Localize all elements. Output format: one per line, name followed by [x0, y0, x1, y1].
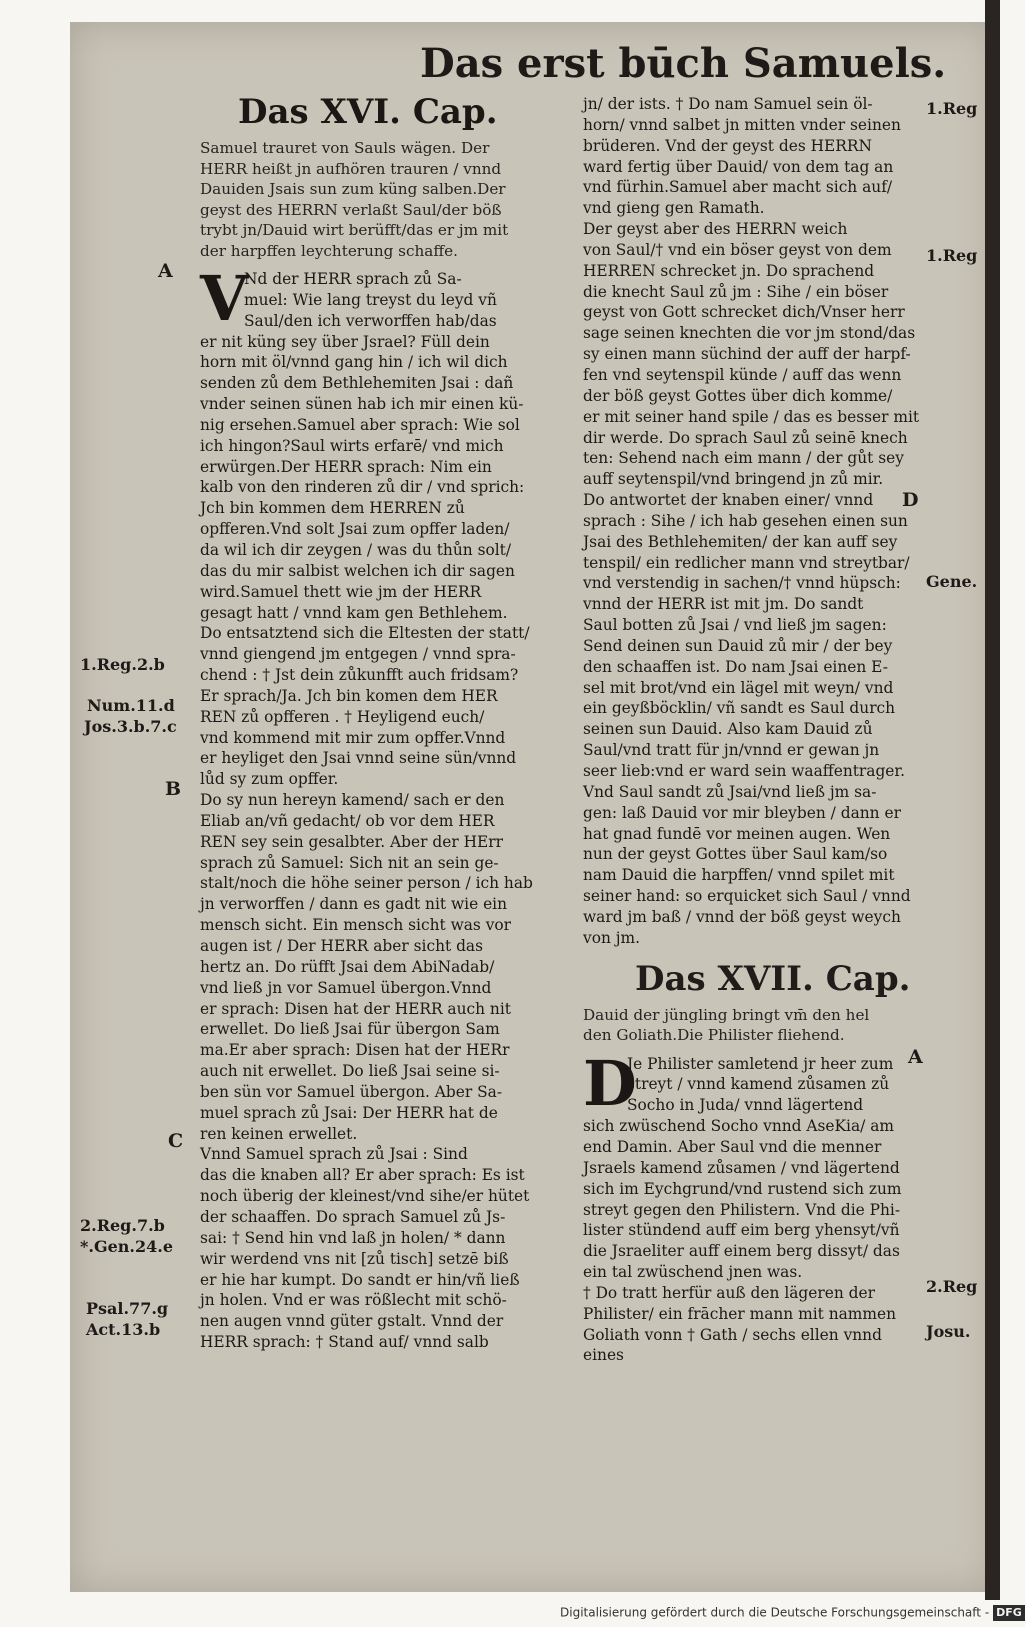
text-line: Eliab an/vñ gedacht/ ob vor dem HER: [200, 811, 495, 830]
text-line: end Damin. Aber Saul vnd die menner: [583, 1137, 882, 1156]
text-line: horn/ vnnd salbet jn mitten vnder seinen: [583, 115, 901, 134]
text-line: augen ist / Der HERR aber sicht das: [200, 937, 483, 955]
text-line: sel mit brot/vnd ein lägel mit weyn/ vnd: [583, 678, 894, 697]
chapter-17-body: [583, 1116, 943, 1366]
footer-text: Digitalisierung gefördert durch die Deutsche Forschungsgemeinschaft -: [560, 1605, 990, 1620]
binding-edge: [985, 0, 1000, 1600]
text-line: dir werde. Do sprach Saul zů seinē knech: [583, 428, 908, 447]
text-line: das die knaben all? Er aber sprach: Es ist: [200, 1166, 525, 1185]
text-line: eines: [583, 1346, 624, 1365]
text-line: nen augen vnnd güter gstalt. Vnnd der: [200, 1312, 504, 1331]
initial-block: [583, 1046, 943, 1120]
text-line: den schaaffen ist. Do nam Jsai einen E-: [583, 657, 888, 676]
text-line: tenspil/ ein redlicher mann vnd streytbar/: [583, 553, 910, 572]
text-line: Saul/vnd tratt für jn/vnnd er gewan jn: [583, 741, 880, 760]
text-line: der schaaffen. Do sprach Samuel zů Js-: [200, 1207, 506, 1226]
text-line: sprach zů Samuel: Sich nit an sein ge-: [200, 853, 499, 872]
text-line: nam Dauid die harpffen/ vnnd spilet mit: [583, 866, 895, 885]
text-line: er heyliget den Jsai vnnd seine sün/vnnd: [200, 749, 517, 768]
text-line: Vnnd Samuel sprach zů Jsai : Sind: [200, 1145, 468, 1164]
chapter-17-heading: Das XVII. Cap.: [635, 958, 911, 999]
chapter-16-body: [200, 332, 560, 1353]
summary-line: geyst des HERRN verlaßt Saul/der böß: [200, 200, 502, 219]
text-line: sprach : Sihe / ich hab gesehen einen sun: [583, 511, 908, 530]
text-line: seinen sun Dauid. Also kam Dauid zů: [583, 720, 873, 739]
text-line: seer lieb:vnd er ward sein waaffentrager.: [583, 762, 905, 780]
initial-block: [200, 262, 560, 335]
text-line: HERREN schrecket jn. Do sprachend: [583, 261, 875, 280]
text-line: streyt / vnnd kamend zůsamen zů: [627, 1075, 890, 1094]
text-line: Saul/den ich verworffen hab/das: [244, 311, 497, 330]
section-letter: A: [908, 1046, 923, 1068]
text-line: Do antwortet der knaben einer/ vnnd: [583, 491, 874, 510]
text-line: sich im Eychgrund/vnd rustend sich zum: [583, 1179, 902, 1198]
text-line: vnder seinen sünen hab ich mir einen kü-: [200, 395, 524, 414]
text-line: wird.Samuel thett wie jm der HERR: [200, 582, 482, 601]
summary-line: Dauiden Jsais sun zum küng salben.Der: [200, 180, 506, 198]
chapter-17-summary: [583, 1005, 943, 1046]
text-line: jn/ der ists. † Do nam Samuel sein öl-: [583, 95, 873, 113]
text-line: brüderen. Vnd der geyst des HERRN: [583, 136, 872, 155]
text-line: nun der geyst Gottes über Saul kam/so: [583, 845, 888, 864]
margin-note: 1.Reg.2.b: [80, 655, 165, 674]
text-line: Nd der HERR sprach zů Sa-: [244, 270, 462, 288]
section-letter: B: [165, 778, 182, 800]
text-line: ma.Er aber sprach: Disen hat der HERr: [200, 1041, 510, 1060]
margin-note: Act.13.b: [86, 1320, 161, 1339]
text-line: lister stündend auff eim berg yhensyt/vñ: [583, 1221, 900, 1240]
text-line: chend : † Jst dein zůkunfft auch fridsam?: [200, 666, 519, 685]
text-line: ich hingon?Saul wirts erfarē/ vnd mich: [200, 436, 504, 455]
text-line: sai: † Send hin vnd laß jn holen/ * dann: [200, 1228, 506, 1247]
text-line: Send deinen sun Dauid zů mir / der bey: [583, 636, 893, 655]
text-line: Jsai des Bethlehemiten/ der kan auff sey: [583, 532, 898, 551]
margin-note: Num.11.d: [87, 696, 175, 715]
text-line: stalt/noch die höhe seiner person / ich hab: [200, 874, 533, 893]
summary-line: Samuel trauret von Sauls wägen. Der: [200, 139, 490, 157]
text-line: jn verworffen / dann es gadt nit wie ein: [200, 895, 508, 914]
text-line: vnnd der HERR ist mit jm. Do sandt: [583, 595, 864, 614]
text-line: muel: Wie lang treyst du leyd vñ: [244, 290, 497, 309]
section-letter: A: [158, 260, 173, 282]
text-line: Jsraels kamend zůsamen / vnd lägertend: [583, 1158, 900, 1177]
text-line: ward jm baß / vnnd der böß geyst weych: [583, 907, 901, 926]
margin-note: 2.Reg: [926, 1277, 978, 1296]
text-line: HERR sprach: † Stand auf/ vnnd salb: [200, 1333, 489, 1352]
text-line: REN sey sein gesalbter. Aber der HErr: [200, 832, 503, 851]
text-line: von jm.: [583, 928, 641, 947]
text-line: vnd fürhin.Samuel aber macht sich auf/: [583, 178, 893, 197]
chapter-17-text: [583, 1046, 943, 1367]
text-line: die Jsraeliter auff einem berg dissyt/ das: [583, 1242, 900, 1261]
text-line: vnd gieng gen Ramath.: [583, 199, 765, 218]
section-letter: D: [902, 489, 919, 511]
summary-line: Dauid der jüngling bringt vm̄ den hel: [583, 1005, 870, 1024]
text-line: er nit küng sey über Jsrael? Füll dein: [200, 332, 490, 351]
drop-initial: D: [583, 1046, 637, 1120]
text-line: vnd ließ jn vor Samuel übergon.Vnnd: [200, 978, 492, 997]
text-line: jn holen. Vnd er was rößlecht mit schö-: [200, 1291, 507, 1310]
drop-initial: V: [200, 262, 249, 335]
text-line: Der geyst aber des HERRN weich: [583, 220, 848, 239]
text-line: muel sprach zů Jsai: Der HERR hat de: [200, 1103, 498, 1122]
text-line: hat gnad fundē vor meinen augen. Wen: [583, 824, 891, 843]
text-line: seiner hand: so erquicket sich Saul / vnnd: [583, 887, 911, 906]
chapter-16-continued: [583, 94, 943, 949]
text-line: Je Philister samletend jr heer zum: [627, 1054, 894, 1073]
text-line: Saul botten zů Jsai / vnd ließ jm sagen:: [583, 616, 887, 635]
dfg-logo: DFG: [993, 1605, 1025, 1621]
text-line: geyst von Gott schrecket dich/Vnser herr: [583, 303, 905, 322]
text-line: auch nit erwellet. Do ließ Jsai seine si-: [200, 1062, 500, 1081]
chapter-16-text: [200, 262, 560, 1353]
summary-line: HERR heißt jn aufhören trauren / vnnd: [200, 159, 502, 178]
text-line: erwellet. Do ließ Jsai für übergon Sam: [200, 1020, 500, 1039]
text-line: vnd kommend mit mir zum opffer.Vnnd: [200, 728, 506, 747]
text-line: das du mir salbist welchen ich dir sagen: [200, 561, 515, 580]
margin-note: Josu.: [926, 1322, 971, 1341]
text-line: nig ersehen.Samuel aber sprach: Wie sol: [200, 415, 520, 434]
text-line: Vnd Saul sandt zů Jsai/vnd ließ jm sa-: [583, 782, 877, 801]
text-line: da wil ich dir zeygen / was du thůn solt/: [200, 540, 512, 559]
text-line: kalb von den rinderen zů dir / vnd sprich:: [200, 478, 525, 497]
margin-note: Jos.3.b.7.c: [84, 717, 177, 736]
summary-line: trybt jn/Dauid wirt berüfft/das er jm mit: [200, 221, 509, 239]
margin-note: Gene.: [926, 572, 978, 591]
text-line: horn mit öl/vnnd gang hin / ich wil dich: [200, 353, 508, 372]
text-line: wir werdend vns nit [zů tisch] setzē biß: [200, 1249, 509, 1268]
text-line: vnnd giengend jm entgegen / vnnd spra-: [200, 645, 516, 664]
text-line: sich zwüschend Socho vnnd AseKia/ am: [583, 1117, 894, 1136]
text-line: lůd sy zum opffer.: [200, 770, 339, 789]
text-line: ren keinen erwellet.: [200, 1124, 358, 1143]
margin-note: 2.Reg.7.b: [80, 1216, 165, 1235]
section-letter: C: [168, 1130, 184, 1152]
text-line: noch überig der kleinest/vnd sihe/er hütet: [200, 1187, 530, 1206]
text-line: von Saul/† vnd ein böser geyst von dem: [583, 240, 892, 259]
text-line: ward fertig über Dauid/ von dem tag an: [583, 157, 894, 176]
chapter-16-summary: [200, 138, 560, 261]
text-line: er hie har kumpt. Do sandt er hin/vñ ließ: [200, 1270, 520, 1289]
text-line: vnd verstendig in sachen/† vnnd hüpsch:: [583, 574, 901, 593]
margin-note: 1.Reg: [926, 99, 978, 118]
margin-note: *.Gen.24.e: [80, 1237, 173, 1256]
summary-line: der harpffen leychterung schaffe.: [200, 241, 458, 260]
text-line: REN zů opfferen . † Heyligend euch/: [200, 707, 485, 726]
text-line: sage seinen knechten die vor jm stond/das: [583, 324, 916, 343]
text-line: † Do tratt herfür auß den lägeren der: [583, 1283, 875, 1302]
text-line: Jch bin kommen dem HERREN zů: [200, 499, 465, 518]
text-line: ein geyßböcklin/ vñ sandt es Saul durch: [583, 699, 896, 718]
text-line: er sprach: Disen hat der HERR auch nit: [200, 999, 511, 1018]
text-line: Socho in Juda/ vnnd lägertend: [627, 1096, 864, 1115]
chapter-16-heading: Das XVI. Cap.: [238, 92, 498, 132]
text-line: opfferen.Vnd solt Jsai zum opffer laden/: [200, 520, 510, 539]
text-line: mensch sicht. Ein mensch sicht was vor: [200, 916, 512, 935]
margin-note: Psal.77.g: [86, 1299, 169, 1318]
text-line: senden zů dem Bethlehemiten Jsai : dañ: [200, 374, 514, 393]
text-line: hertz an. Do rüfft Jsai dem AbiNadab/: [200, 957, 495, 976]
text-line: die knecht Saul zů jm : Sihe / ein böser: [583, 282, 889, 301]
text-line: streyt gegen den Philistern. Vnd die Phi-: [583, 1200, 901, 1219]
text-line: erwürgen.Der HERR sprach: Nim ein: [200, 457, 492, 476]
text-line: der böß geyst Gottes über dich komme/: [583, 386, 893, 405]
text-line: gesagt hatt / vnnd kam gen Bethlehem.: [200, 603, 508, 622]
running-head: Das erst būch Samuels.: [420, 40, 947, 87]
summary-line: den Goliath.Die Philister fliehend.: [583, 1026, 845, 1045]
left-column: [200, 90, 560, 1353]
text-line: auff seytenspil/vnd bringend jn zů mir.: [583, 470, 884, 489]
margin-note: 1.Reg: [926, 246, 978, 265]
text-line: Do entsatztend sich die Eltesten der statt/: [200, 624, 530, 643]
right-column: [583, 94, 943, 1366]
text-line: gen: laß Dauid vor mir bleyben / dann er: [583, 803, 901, 822]
digitization-footer: [560, 1601, 1022, 1623]
text-line: Philister/ ein frācher mann mit nammen: [583, 1304, 896, 1323]
text-line: ben sün vor Samuel übergon. Aber Sa-: [200, 1082, 503, 1101]
text-line: Goliath vonn † Gath / sechs ellen vnnd: [583, 1325, 882, 1344]
text-line: Do sy nun hereyn kamend/ sach er den: [200, 791, 505, 810]
text-line: Er sprach/Ja. Jch bin komen dem HER: [200, 686, 498, 705]
text-line: er mit seiner hand spile / das es besser mit: [583, 407, 920, 426]
text-line: ten: Sehend nach eim mann / der gůt sey: [583, 449, 904, 468]
text-line: ein tal zwüschend jnen was.: [583, 1263, 803, 1282]
text-line: fen vnd seytenspil künde / auff das wenn: [583, 365, 902, 384]
text-line: sy einen mann süchind der auff der harpf-: [583, 345, 911, 364]
